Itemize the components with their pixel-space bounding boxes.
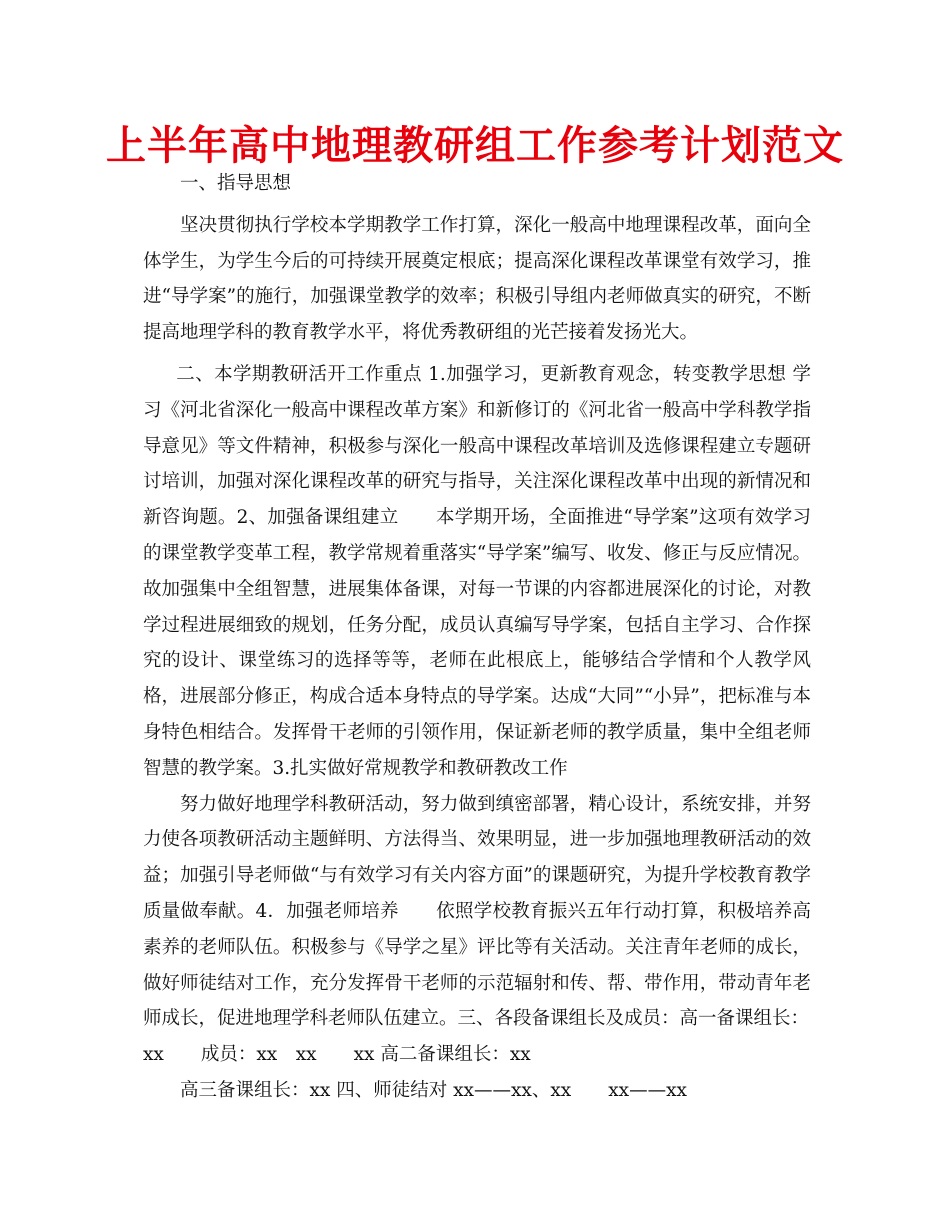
paragraph-work-focus: 二、本学期教研活开工作重点 1.加强学习，更新教育观念，转变教学思想 学习《河北省深化一般高中课程改革方案》和新修订的《河北省一般高中学科教学指导意见》等文件精神，积极参与深化一般高中课程改革培训及选修课程建立专题研讨培训，加强对深化课程改革的研究与指导，关注深化课程改革中出现的新情况和新咨询题。2、加强备课组建立 本学期开场，全面推进“导学案”这项有效学习的课堂教学变革工程，教学常规着重落实“导学案”编写、收发、修正与反应情况。故加强集中全组智慧，进展集体备课，对每一节课的内容都进展深化的讨论，对教学过程进展细致的规划，任务分配，成员认真编写导学案，包括自主学习、合作探究的设计、课堂练习的选择等等，老师在此根底上，能够结合学情和个人教学风格，进展部分修正，构成合适本身特点的导学案。达成“大同”“小异”，把标准与本身特色相结合。发挥骨干老师的引领作用，保证新老师的教学质量，集中全组老师智慧的教学案。3.扎实做好常规教学和教研教改工作	[143, 363, 811, 779]
line-group-members: xx 成员：xx xx xx 高二备课组长：xx	[143, 1044, 531, 1066]
document-body	[143, 166, 811, 1109]
line-mentor-pairs: 高三备课组长：xx 四、师徒结对 xx——xx、xx xx——xx	[180, 1079, 687, 1101]
paragraph-guiding-ideology: 坚决贯彻执行学校本学期教学工作打算，深化一般高中地理课程改革，面向全体学生，为学生今后的可持续开展奠定根底；提高深化课程改革课堂有效学习，推进“导学案”的施行，加强课堂教学的效率；积极引导组内老师做真实的研究，不断提高地理学科的教育教学水平，将优秀教研组的光芒接着发扬光大。	[143, 214, 811, 344]
section-heading-guiding-ideology: 一、指导思想	[180, 173, 292, 194]
paragraph-teaching-research: 努力做好地理学科教研活动，努力做到缜密部署，精心设计，系统安排，并努力使各项教研活动主题鲜明、方法得当、效果明显，进一步加强地理教研活动的效益；加强引导老师做“与有效学习有关内容方面”的课题研究，为提升学校教育教学质量做奉献。4．加强老师培养 依照学校教育振兴五年行动打算，积极培养高素养的老师队伍。积极参与《导学之星》评比等有关活动。关注青年老师的成长，做好师徒结对工作，充分发挥骨干老师的示范辐射和传、帮、带作用，带动青年老师成长，促进地理学科老师队伍建立。三、各段备课组长及成员：高一备课组长：	[143, 793, 811, 1030]
document-title: 上半年高中地理教研组工作参考计划范文	[106, 123, 844, 169]
